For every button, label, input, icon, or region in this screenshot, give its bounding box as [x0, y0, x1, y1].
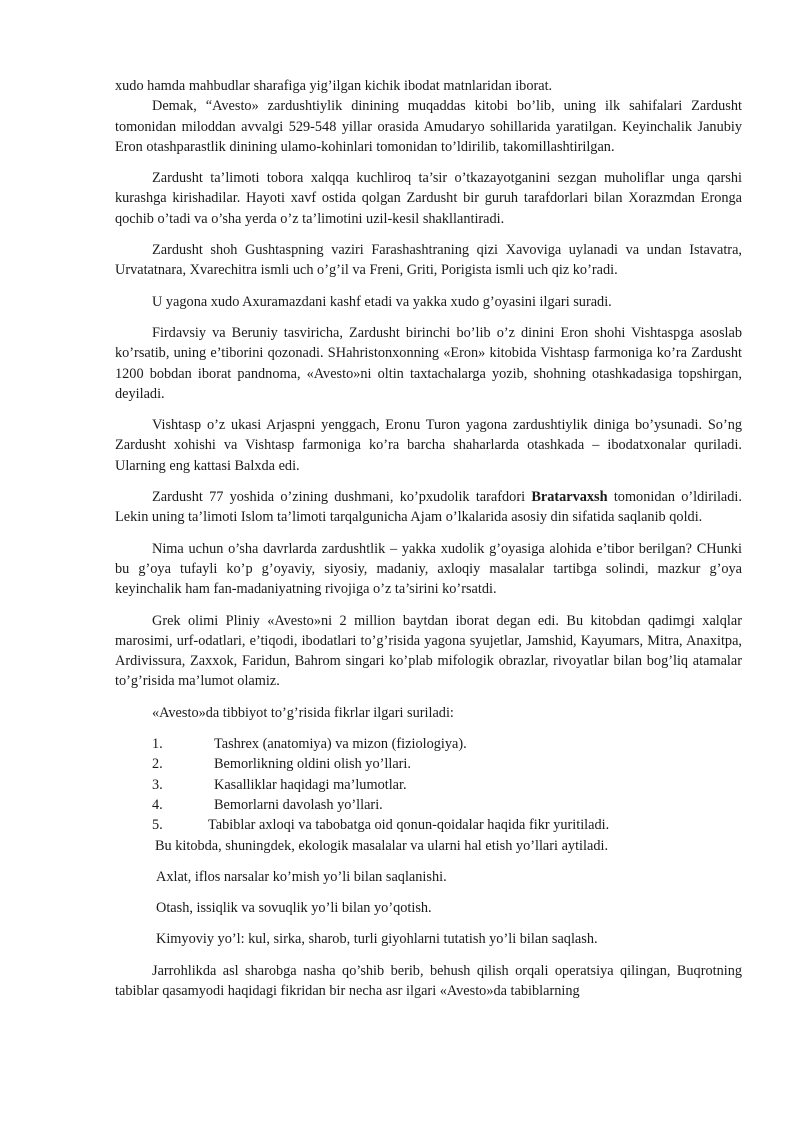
- medicine-list: [152, 734, 742, 835]
- paragraph-medicine-intro: «Avesto»da tibbiyot to’g’risida fikrlar ilgari suriladi:: [152, 704, 454, 721]
- paragraph-text: Zardusht 77 yoshida o’zining dushmani, ko’pxudolik tarafdori: [152, 489, 532, 506]
- list-item: [152, 815, 742, 835]
- list-text: Bemorlikning oldini olish yo’llari.: [214, 756, 411, 773]
- list-text: Bemorlarni davolash yo’llari.: [214, 796, 383, 813]
- paragraph-family: Zardusht shoh Gushtaspning vaziri Farashashtraning qizi Xavoviga uylanadi va undan Istavatra, Urvatatnara, Xvarechitra ismli uch o’g’il va Freni, Griti, Porigista ismli uch qiz ko’radi.: [115, 242, 742, 279]
- list-number: 2.: [152, 756, 163, 773]
- list-item: [152, 754, 742, 774]
- list-text: Tabiblar axloqi va tabobatga oid qonun-qoidalar haqida fikr yuritiladi.: [208, 817, 610, 834]
- document-page: [115, 76, 742, 1001]
- paragraph-zardusht-death: [115, 487, 742, 528]
- list-item: [152, 775, 742, 795]
- paragraph-opponents: Zardusht ta’limoti tobora xalqqa kuchliroq ta’sir o’tkazayotganini sezgan muholiflar unga qarshi kurashga kirishadilar. Hayoti xavf ostida qolgan Zardusht bir guruh tarafdorlari bilan Xorazmdan Eronga qochib o’tadi va o’sha yerda o’z ta’limotini uzil-kesil shakllantiradi.: [115, 170, 742, 227]
- list-item: [152, 795, 742, 815]
- paragraph-text: tomonidan o’ldiriladi. Lekin uning ta’limoti Islom ta’limoti tarqalgunicha Ajam o’lkalarida asosiy din sifatida saqlanib qoldi.: [115, 489, 742, 526]
- paragraph-vishtasp: Vishtasp o’z ukasi Arjaspni yenggach, Eronu Turon yagona zardushtiylik diniga bo’ysunadi. So’ng Zardusht xohishi va Vishtasp farmoniga ko’ra barcha shaharlarda otashkada – ibodatxonalar quriladi. Ularning eng kattasi Balxda edi.: [115, 417, 742, 474]
- bold-name: Bratarvaxsh: [531, 489, 608, 506]
- paragraph-surgery: Jarrohlikda asl sharobga nasha qo’shib berib, behush qilish orqali operatsiya qilingan, Buqrotning tabiblar qasamyodi haqidagi fikridan bir necha asr ilgari «Avesto»da tabiblarning: [115, 962, 742, 999]
- list-text: Kasalliklar haqidagi ma’lumotlar.: [214, 776, 407, 793]
- paragraph-monotheism: Nima uchun o’sha davrlarda zardushtlik – yakka xudolik g’oyasiga alohida e’tibor berilgan? CHunki bu g’oya tufayli ko’p g’oyaviy, siyosiy, madaniy, axloqiy masalalar tartibga solindi, mazkur g’oya keyinchalik ham fan-madaniyatning rivojiga o’z ta’sirini ko’rsatdi.: [115, 540, 742, 598]
- paragraph-ecology: Bu kitobda, shuningdek, ekologik masalalar va ularni hal etish yo’llari aytiladi.: [155, 837, 609, 854]
- list-number: 1.: [152, 736, 163, 753]
- paragraph-fire: Otash, issiqlik va sovuqlik yo’li bilan yo’qotish.: [156, 900, 432, 917]
- paragraph-ahura-mazda: U yagona xudo Axuramazdani kashf etadi va yakka xudo g’oyasini ilgari suradi.: [152, 293, 612, 310]
- list-number: 4.: [152, 796, 163, 813]
- paragraph-pliniy: Grek olimi Pliniy «Avesto»ni 2 million baytdan iborat degan edi. Bu kitobdan qadimgi xalqlar marosimi, urf-odatlari, e’tiqodi, ibodatlari to’g’risida yagona syujetlar, Jamshid, Kayumars, Mitra, Anaxitpa, Ardivissura, Zaxxok, Faridun, Bahrom singari ko’plab mifologik obrazlar, rivoyatlar bilan bog’liq atamalar to’g’risida ma’lumot olamiz.: [115, 612, 742, 690]
- paragraph-continuation: xudo hamda mahbudlar sharafiga yig’ilgan kichik ibodat matnlaridan iborat.: [115, 78, 553, 94]
- list-number: 5.: [152, 817, 163, 834]
- paragraph-avesto-origin: Demak, “Avesto» zardushtiylik dinining muqaddas kitobi bo’lib, uning ilk sahifalari Zardusht tomonidan miloddan avvalgi 529-548 yillar orasida Amudaryo sohillarida yaratilgan. Keyinchalik Janubiy Eron otashparastlik dinining ulamo-kohinlari tomonidan to’ldirilib, takomillashtirilgan.: [115, 98, 742, 155]
- list-text: Tashrex (anatomiya) va mizon (fiziologiya).: [214, 736, 467, 753]
- paragraph-waste: Axlat, iflos narsalar ko’mish yo’li bilan saqlanishi.: [156, 868, 447, 885]
- list-item: [152, 734, 742, 754]
- paragraph-firdavsiy-beruniy: Firdavsiy va Beruniy tasviricha, Zardusht birinchi bo’lib o’z dinini Eron shohi Vishtaspga asoslab ko’rsatib, uning e’tiborini qozonadi. SHahristonxonning «Eron» kitobida Vishtasp farmoniga ko’ra Zardusht 1200 bobdan iborat pandnoma, «Avesto»ni oltin taxtachalarga yozib, shohning otashkadasiga topshirgan, deyiladi.: [115, 324, 742, 402]
- list-number: 3.: [152, 776, 163, 793]
- paragraph-chemical: Kimyoviy yo’l: kul, sirka, sharob, turli giyohlarni tutatish yo’li bilan saqlash.: [156, 931, 598, 948]
